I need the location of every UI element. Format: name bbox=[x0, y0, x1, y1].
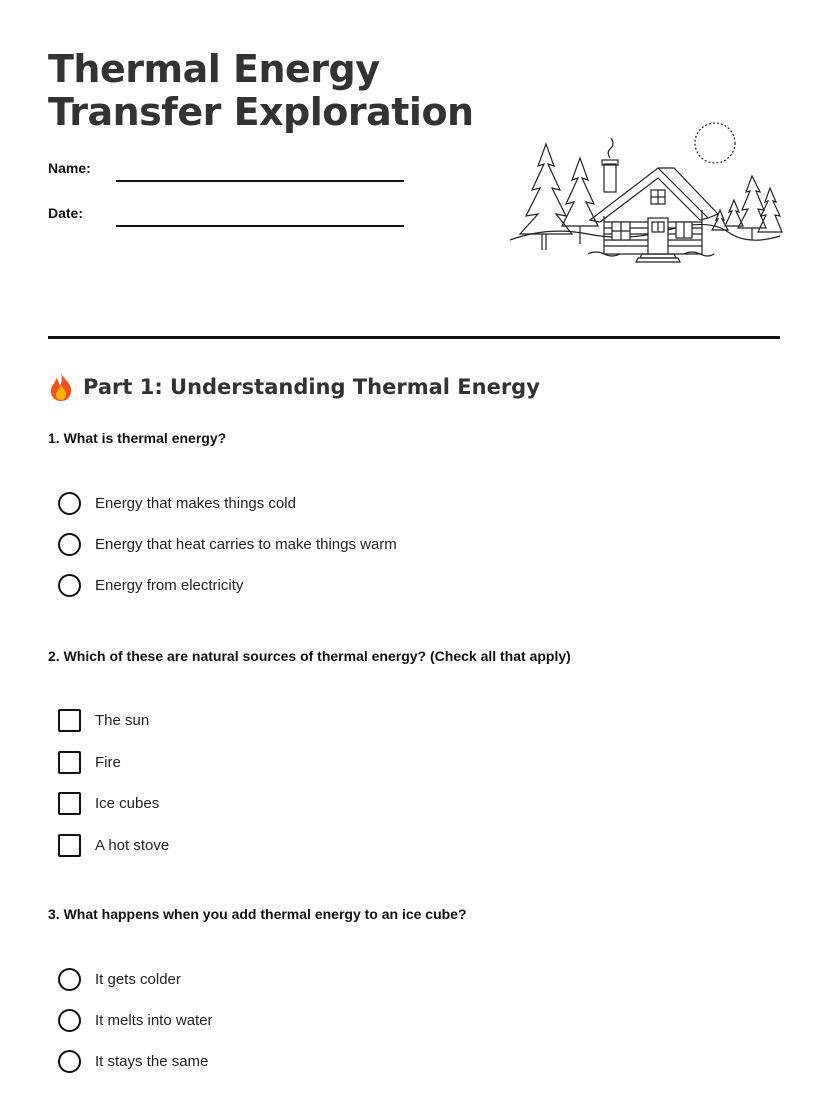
option-label: Fire bbox=[95, 753, 121, 771]
q3-option[interactable] bbox=[58, 1048, 208, 1074]
name-line[interactable] bbox=[116, 180, 404, 182]
radio-button[interactable] bbox=[58, 574, 81, 597]
radio-button[interactable] bbox=[58, 533, 81, 556]
checkbox[interactable] bbox=[58, 709, 81, 732]
date-line[interactable] bbox=[116, 225, 404, 227]
option-label: It melts into water bbox=[95, 1011, 213, 1029]
option-label: Ice cubes bbox=[95, 794, 160, 812]
q1-option[interactable] bbox=[58, 531, 397, 557]
option-label: It gets colder bbox=[95, 970, 181, 988]
q1-option[interactable] bbox=[58, 490, 296, 516]
option-label: Energy from electricity bbox=[95, 576, 244, 594]
worksheet-title: Thermal Energy Transfer Exploration bbox=[48, 47, 474, 134]
radio-button[interactable] bbox=[58, 968, 81, 991]
checkbox[interactable] bbox=[58, 751, 81, 774]
part1-heading bbox=[48, 372, 540, 402]
radio-button[interactable] bbox=[58, 492, 81, 515]
question-2: 2. Which of these are natural sources of thermal energy? (Check all that apply) bbox=[48, 648, 571, 664]
q1-option[interactable] bbox=[58, 572, 243, 598]
name-label: Name: bbox=[48, 160, 91, 176]
checkbox[interactable] bbox=[58, 834, 81, 857]
q2-option[interactable] bbox=[58, 707, 149, 733]
radio-button[interactable] bbox=[58, 1009, 81, 1032]
q2-option[interactable] bbox=[58, 749, 121, 775]
option-label: Energy that heat carries to make things warm bbox=[95, 535, 397, 553]
option-label: Energy that makes things cold bbox=[95, 494, 296, 512]
q3-option[interactable] bbox=[58, 966, 181, 992]
q2-option[interactable] bbox=[58, 790, 159, 816]
q3-option[interactable] bbox=[58, 1007, 213, 1033]
checkbox[interactable] bbox=[58, 792, 81, 815]
radio-button[interactable] bbox=[58, 1050, 81, 1073]
fire-icon bbox=[48, 372, 74, 402]
date-label: Date: bbox=[48, 205, 84, 221]
winter-cabin-illustration bbox=[508, 118, 784, 268]
option-label: A hot stove bbox=[95, 836, 170, 854]
option-label: The sun bbox=[95, 711, 150, 729]
section-divider bbox=[48, 336, 780, 339]
question-1: 1. What is thermal energy? bbox=[48, 430, 227, 446]
q2-option[interactable] bbox=[58, 832, 169, 858]
worksheet-page bbox=[48, 0, 780, 1118]
option-label: It stays the same bbox=[95, 1052, 209, 1070]
question-3: 3. What happens when you add thermal energy to an ice cube? bbox=[48, 906, 467, 922]
part1-heading-text: Part 1: Understanding Thermal Energy bbox=[83, 375, 540, 399]
